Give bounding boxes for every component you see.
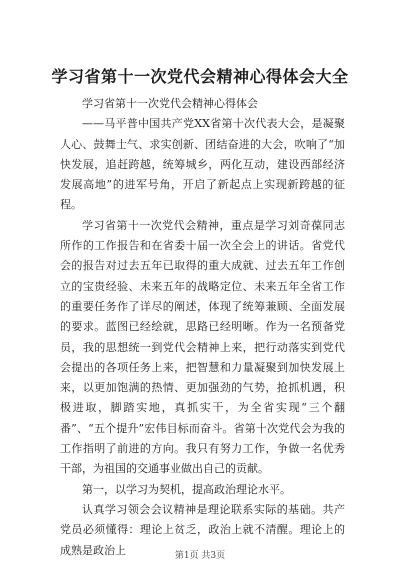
section-heading-paragraph: 第一，以学习为契机，提高政治理论水平。 <box>82 482 291 496</box>
page-footer: 第1页 共3页 <box>174 551 226 561</box>
body-paragraph: 学习省第十一次党代会精神，重点是学习刘奇葆同志所作的工作报告和在省委十届一次全会上的讲话。省党代会的报告对过去五年已取得的重大成就、过去五年工作创立的宝贵经验、未来五年的战略定位、未来五年全省工作的重要任务作了详尽的阐述，体现了统筹兼顾、全面发展的要求。蓝图已经绘就，思路已经明晰。作为一名预备党员，我的思想统一到党代会精神上来，把行动落实到党代会提出的各项任务上来，把智慧和力量凝聚到加快发展上来，以更加饱满的热情、更加强劲的气势，抢抓机遇，积极进取，脚踏实地，真抓实干，为全省实现“三个翻番”、“五个提升”宏伟目标而奋斗。省第十次党代会为我的工作指明了前进的方向。我只有努力工作，争做一名优秀干部，为祖国的交通事业做出自己的贡献。 <box>60 218 345 476</box>
document-body <box>60 94 345 561</box>
subtitle-paragraph: 学习省第十一次党代会精神心得体会 <box>82 97 258 110</box>
document-title: 学习省第十一次党代会精神心得体会大全 <box>51 67 349 86</box>
intro-paragraph: ——马平普中国共产党XX省第十次代表大会，是凝聚人心、鼓舞士气、求实创新、团结奋进的大会，吹响了“加快发展，追赶跨越，统筹城乡，两化互动，建设西部经济发展高地”的进军号角，开启了新起点上实现新跨越的征程。 <box>60 117 345 212</box>
body-paragraph-continued: 认真学习领会会议精神是理论联系实际的基础。共产党员必须懂得：理论上贫乏，政治上就不清醒。理论上的成熟是政治上 <box>60 502 345 557</box>
